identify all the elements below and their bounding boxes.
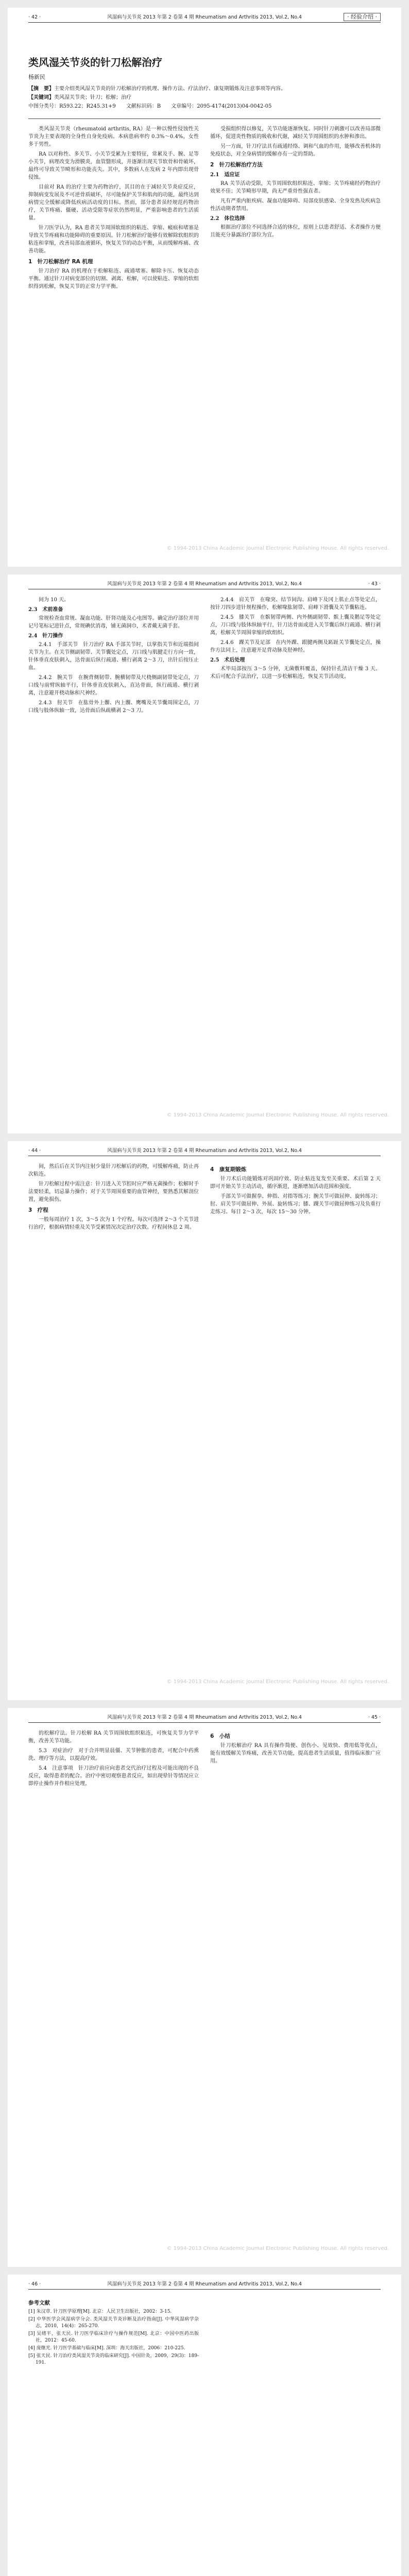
section-label: · 经验介绍 ·: [344, 13, 381, 21]
page-header: [28, 1714, 381, 1723]
paragraph: 2.4.4 肩关节 在喙突、结节间沟、肩峰下及冈上肌止点等处定点，按针刀四步进针规程操作，松解喙肱韧带、肩峰下滑囊及关节囊粘连。: [210, 597, 381, 611]
paragraph: 间，然后后在关节内注射少量针刀松解后的药物，可缓解疼痛，防止再次粘连。: [28, 1164, 199, 1177]
journal-title: 风湿病与关节炎 2013 年第 2 卷第 4 期 Rheumatism and Arthritis 2013, Vol.2, No.4: [107, 581, 302, 587]
subsection-heading: 2.1 适应证: [210, 172, 240, 178]
paragraph: 针刀松解过程中需注意：针刀进入关节腔时应严格无菌操作；松解时手法要轻柔，切忌暴力操作；对于关节周围重要的血管神经，要熟悉其解剖位置，避免损伤。: [28, 1181, 199, 1202]
watermark: © 1994-2013 China Academic Journal Electronic Publishing House. All rights reserved.: [166, 1679, 389, 1685]
subsection-heading: 2.3 术前准备: [28, 607, 63, 613]
paragraph: RA 以对称性、多关节、小关节受累为主要特征，常累及手、腕、足等小关节，病理改变为滑膜炎，血管翳形成，并逐渐出现关节软骨和骨破坏，最终可导致关节畸形和功能丧失。其中，多数病人在发病 2 年内即出现骨侵蚀。: [28, 151, 199, 180]
paragraph: 根据治疗部位不同选择合适的体位，原则上以患者舒适、术者操作方便且能充分暴露治疗部位为宜。: [210, 225, 381, 238]
watermark: © 1994-2013 China Academic Journal Electronic Publishing House. All rights reserved.: [166, 546, 389, 551]
paragraph: 2.4.1 手部关节 针刀治疗 RA 手部关节时，以掌指关节和近端指间关节为主。在关节侧副韧带、关节囊处定点，刀口线与肌腱走行方向一致，针体垂直皮肤刺入，达骨面后纵行疏通、横行剥离 2～3 刀，出针后按压止血。: [28, 642, 199, 671]
column-left: [28, 125, 199, 293]
paragraph: 2.4.2 腕关节 在腕背侧韧带、腕横韧带及尺桡侧副韧带处定点，刀口线与前臂纵轴平行，针体垂直皮肤刺入，直达骨面，纵行疏通、横行剥离，注意避开桡动脉和尺神经。: [28, 675, 199, 696]
abstract-block: [28, 85, 381, 111]
keywords-label: 【关键词】: [28, 95, 54, 100]
page-header: [28, 14, 381, 23]
body-columns: [28, 125, 381, 293]
page-3: [8, 1141, 401, 1700]
page-1: [8, 8, 401, 567]
column-left: [28, 596, 199, 717]
paragraph: 针刀术后功能锻炼对巩固疗效、防止粘连复发至关重要。术后第 2 天即可开始关节主动活动，循序渐进，逐渐增加活动范围和强度。: [210, 1176, 381, 1190]
body-columns: [28, 2296, 381, 2367]
column-left: [28, 1730, 199, 1790]
page-header: [28, 2281, 381, 2290]
page-5: [8, 2275, 401, 2576]
column-right: [210, 1163, 381, 1233]
journal-title: 风湿病与关节炎 2013 年第 2 卷第 4 期 Rheumatism and Arthritis 2013, Vol.2, No.4: [107, 1715, 302, 1720]
reference-item: [5] 张天民. 针刀治疗类风湿关节炎的临床研究[J]. 中国针灸，2009，29(3)：189-191.: [28, 2353, 199, 2365]
page-number: · 46 ·: [28, 2281, 41, 2287]
column-right: [210, 125, 381, 293]
page-number: · 45 ·: [368, 1715, 381, 1720]
column-right: [210, 596, 381, 717]
paragraph: 间为 10 天。: [39, 597, 70, 603]
column-right: [210, 1730, 381, 1790]
classification-line: 中图分类号：R593.22；R245.31+9 文献标识码：B 文章编号：2095-4174(2013)04-0042-05: [28, 104, 272, 109]
body-columns: [28, 596, 381, 717]
column-right: [210, 2296, 381, 2367]
paragraph: 类风湿关节炎（rheumatoid arthritis, RA）是一种以慢性侵蚀性关节炎为主要表现的全身性自身免疫病。本病患病率约 0.3%～0.4%，女性多于男性。: [28, 126, 199, 147]
section-heading: 4 康复期锻炼: [210, 1166, 247, 1173]
journal-title: 风湿病与关节炎 2013 年第 2 卷第 4 期 Rheumatism and Arthritis 2013, Vol.2, No.4: [107, 14, 302, 20]
paragraph: RA 关节活动受限，关节周围软组织粘连、挛缩；关节疼痛经药物治疗效果不佳；关节畸形早期，尚无严重骨性强直者。: [210, 181, 381, 194]
paragraph: 2.4.3 肘关节 在肱骨外上髁、内上髁、鹰嘴及关节囊周围定点，刀口线与肢体纵轴一致，达骨面后纵疏横剥 2～3 刀。: [28, 700, 199, 714]
watermark: © 1994-2013 China Academic Journal Electronic Publishing House. All rights reserved.: [166, 2246, 389, 2251]
page-number: · 43 ·: [368, 581, 381, 587]
abstract-text: 主要介绍类风湿关节炎的针刀松解治疗的机理、操作方法、疗法治疗、康复期锻炼及注意事项等内容。: [54, 86, 286, 92]
subsection-heading: 2.5 术后处理: [210, 657, 245, 663]
paragraph: 常规检查血常规、凝血功能、肝肾功能及心电图等。确定治疗部位并用记号笔标记进针点，常规碘伏消毒，铺无菌洞巾，术者戴无菌手套。: [28, 616, 199, 629]
page-4: [8, 1708, 401, 2267]
paragraph: 针刀治疗 RA 的机理在于松解粘连、疏通堵塞、解除卡压、恢复动态平衡。通过针刀对病变部位的切割、剥离、松解，可以使粘连、挛缩的软组织得到松解，恢复关节的正常力学平衡。: [28, 268, 199, 290]
paragraph: 的松解疗法。针刀松解 RA 关节周围软组织粘连，可恢复关节力学平衡，改善关节功能。: [28, 1731, 199, 1744]
references-heading: 参考文献: [28, 2300, 50, 2306]
journal-title: 风湿病与关节炎 2013 年第 2 卷第 4 期 Rheumatism and Arthritis 2013, Vol.2, No.4: [107, 2281, 302, 2287]
article-title: 类风湿关节炎的针刀松解治疗: [28, 56, 162, 69]
paragraph: 手部关节可做握拳、伸指、对指等练习；腕关节可做屈伸、旋转练习；肘、肩关节可做屈伸、外展、旋转练习；膝、踝关节可做屈伸练习及负重行走练习。每日 2～3 次，每次 15～30 分钟。: [210, 1194, 381, 1215]
section-heading: 2 针刀松解治疗方法: [210, 162, 263, 168]
references-list: [28, 2309, 199, 2366]
paragraph: 目前对 RA 的治疗主要为药物治疗，其目的在于减轻关节炎症反应，抑制病变发展及不可逆骨质破坏，尽可能保护关节和肌肉的功能，最终达到病情完全缓解或降低疾病活动度的目标。然而，部分患者虽经规范药物治疗，关节疼痛、僵硬、活动受限等症状仍然明显，严重影响患者的生活质量。: [28, 184, 199, 221]
watermark: © 1994-2013 China Academic Journal Electronic Publishing House. All rights reserved.: [166, 1112, 389, 1118]
paragraph: 另一方面，针刀疗法具有疏通经络、调和气血的作用，能够改善机体的免疫状态，对全身病情的缓解亦有一定的帮助。: [210, 144, 381, 157]
paragraph: 受损组织得以修复，关节功能逐渐恢复。同时针刀刺激可以改善局部微循环，促进炎性物质的吸收和代谢，减轻关节周围组织的水肿和渗出。: [210, 126, 381, 140]
paragraph: 一般每周治疗 1 次，3～5 次为 1 个疗程。每次可选择 2～3 个关节进行治疗，根据病情轻重及关节受累情况决定治疗次数。疗程间休息 2 周。: [28, 1217, 199, 1230]
journal-title: 风湿病与关节炎 2013 年第 2 卷第 4 期 Rheumatism and Arthritis 2013, Vol.2, No.4: [107, 1148, 302, 1154]
paragraph: 凡有严重内脏疾病、凝血功能障碍、局部皮肤感染、全身发热及疾病急性活动期者禁用。: [210, 198, 381, 212]
keywords-text: 类风湿关节炎；针刀；松解；治疗: [54, 95, 131, 100]
body-columns: [28, 1163, 381, 1233]
article-author: 杨新民: [28, 74, 45, 80]
section-heading: 6 小结: [210, 1733, 230, 1739]
paragraph: 术毕局部按压 3～5 分钟，无菌敷料覆盖，保持针孔清洁干燥 3 天。术后可配合手法治疗，以进一步松解粘连，恢复关节活动度。: [210, 666, 381, 680]
paragraph: 5.3 对症治疗 对于合并明显晨僵、关节肿胀的患者，可配合中药熏洗、理疗等方法，以提高疗效。: [28, 1748, 199, 1761]
section-heading: 3 疗程: [28, 1207, 48, 1213]
paragraph: 2.4.6 踝关节及足部 在内外踝、跟腱两侧及跖趾关节囊处定点，操作方法同上，注意避开足背动脉及胫神经。: [210, 640, 381, 653]
column-left: [28, 1163, 199, 1233]
column-left: [28, 2296, 199, 2367]
paragraph: 针刀松解治疗 RA 具有操作简便、创伤小、见效快、费用低等优点，能有效缓解关节疼痛，改善关节功能，提高患者生活质量，值得临床推广应用。: [210, 1743, 381, 1764]
reference-item: [1] 朱汉章. 针刀医学原理[M]. 北京：人民卫生出版社，2002：3-15.: [28, 2309, 172, 2314]
page-header: [28, 1147, 381, 1156]
paragraph: 针刀医学认为，RA 患者关节周围软组织的粘连、挛缩、瘢痕和堵塞是导致关节疼痛和功能障碍的重要原因。针刀松解治疗能够有效解除软组织的粘连和挛缩，改善局部血液循环，恢复关节的动态平衡，从而缓解疼痛、改善功能。: [28, 225, 199, 254]
page-number: · 44 ·: [28, 1148, 41, 1154]
page-2: [8, 574, 401, 1133]
paragraph: 2.4.5 膝关节 在髌韧带两侧、内外侧副韧带、髌上囊及鹅足等处定点，刀口线与肢体纵轴平行，针刀达骨面或进入关节囊后纵行疏通、横行剥离，松解关节周围挛缩的软组织。: [210, 615, 381, 636]
divider: [28, 118, 381, 119]
reference-item: [3] 吴绪平，张天民. 针刀医学临床诊疗与操作规范[M]. 北京：中国中医药出版社，2012：45-60.: [28, 2331, 199, 2343]
reference-item: [2] 中华医学会风湿病学分会. 类风湿关节炎诊断及治疗指南[J]. 中华风湿病学杂志，2010，14(4)：265-270.: [28, 2317, 199, 2329]
subsection-heading: 2.4 针刀操作: [28, 633, 63, 639]
subsection-heading: 2.2 体位选择: [210, 216, 245, 222]
paragraph: 5.4 注意事项 针刀治疗前应向患者交代治疗过程及可能出现的不良反应，取得患者的配合。治疗中密切观察患者反应，如出现晕针等情况应立即停止操作并作相应处理。: [28, 1766, 199, 1787]
abstract-label: 【摘 要】: [28, 86, 54, 92]
page-number: · 42 ·: [28, 14, 41, 20]
body-columns: [28, 1730, 381, 1790]
section-heading: 1 针刀松解治疗 RA 机理: [28, 259, 93, 265]
page-header: [28, 581, 381, 589]
reference-item: [4] 庞继光. 针刀医学基础与临床[M]. 深圳：海天出版社，2006：210-225.: [28, 2346, 185, 2351]
